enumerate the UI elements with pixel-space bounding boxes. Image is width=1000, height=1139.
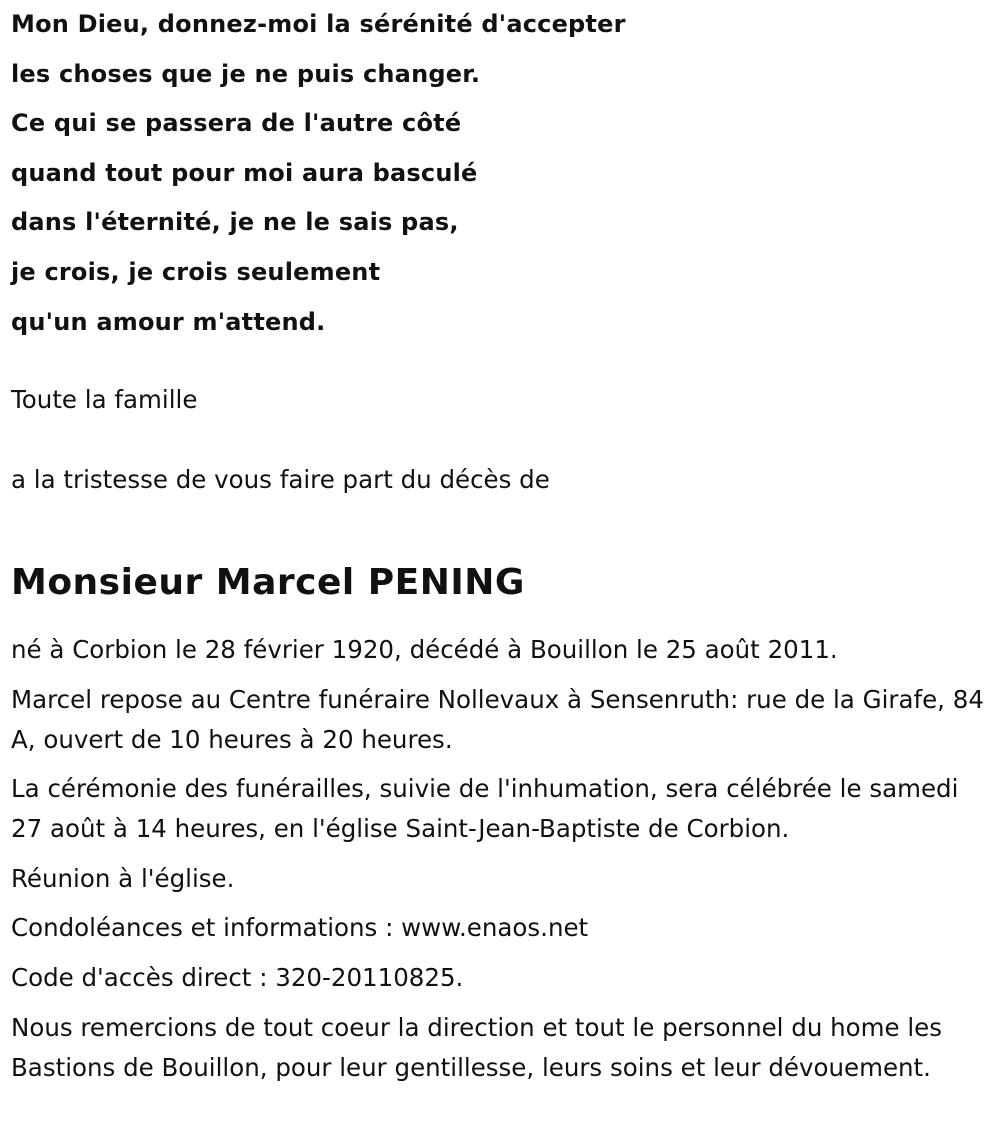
- access-code: Code d'accès direct : 320-20110825.: [11, 962, 464, 992]
- thanks-message: Nous remercions de tout coeur la direction et tout le personnel du home les Bastions de Bouillon, pour leur gentillesse, leurs soins et leur dévouement.: [11, 1012, 943, 1082]
- deceased-name: Monsieur Marcel PENING: [11, 562, 525, 604]
- poem-line: dans l'éternité, je ne le sais pas,: [11, 208, 459, 237]
- details-list: [11, 630, 996, 1097]
- birth-death-dates: né à Corbion le 28 février 1920, décédé à Bouillon le 25 août 2011.: [11, 635, 838, 664]
- announcement-line: a la tristesse de vous faire part du décès de: [11, 465, 550, 494]
- poem-line: je crois, je crois seulement: [11, 257, 381, 286]
- poem: [11, 0, 626, 347]
- condolences-info: Condoléances et informations : www.enaos.net: [11, 913, 589, 943]
- poem-line: Mon Dieu, donnez-moi la sérénité d'accepter: [11, 10, 626, 38]
- poem-line: Ce qui se passera de l'autre côté: [11, 109, 462, 138]
- family-line: Toute la famille: [11, 385, 198, 414]
- ceremony-info: La cérémonie des funérailles, suivie de l'inhumation, sera célébrée le samedi 27 août à 14 heures, en l'église Saint-Jean-Baptiste de Corbion.: [11, 774, 959, 844]
- meeting-point: Réunion à l'église.: [11, 863, 235, 893]
- poem-line: qu'un amour m'attend.: [11, 307, 326, 336]
- poem-line: les choses que je ne puis changer.: [11, 59, 481, 88]
- resting-place: Marcel repose au Centre funéraire Nollevaux à Sensenruth: rue de la Girafe, 84 A, ouvert de 10 heures à 20 heures.: [11, 684, 984, 754]
- poem-line: quand tout pour moi aura basculé: [11, 158, 478, 187]
